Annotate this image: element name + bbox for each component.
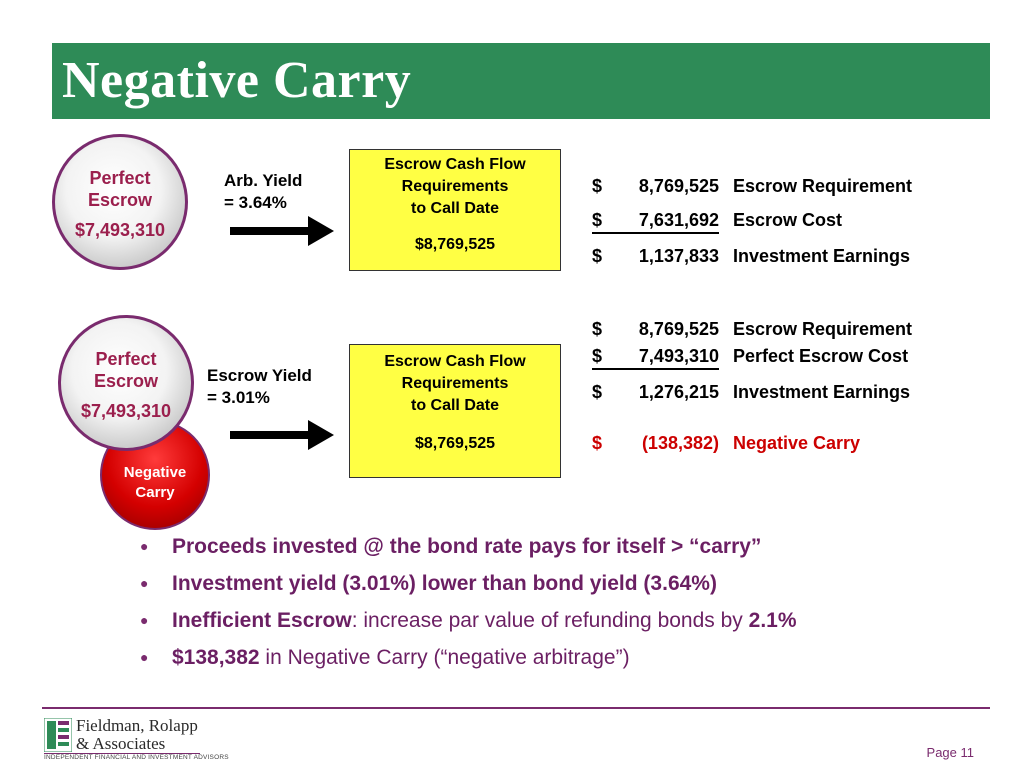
bottom-row-earnings bbox=[592, 380, 962, 404]
arb-yield-line2: = 3.64% bbox=[224, 193, 287, 212]
dollar-sign: $ bbox=[592, 382, 603, 402]
row-amount: 8,769,525 bbox=[638, 176, 719, 196]
top-row-earnings bbox=[592, 244, 962, 268]
bullet-bold-pct: 2.1% bbox=[748, 609, 797, 632]
escrow-yield-label bbox=[207, 365, 312, 409]
logo-mark-icon bbox=[44, 718, 72, 752]
arb-yield-label bbox=[224, 170, 302, 214]
bullet-item bbox=[140, 565, 1000, 602]
neg-circle-line1: Negative bbox=[123, 464, 187, 481]
bullet-text: in Negative Carry (“negative arbitrage”) bbox=[259, 646, 630, 669]
row-amount: 7,493,310 bbox=[638, 346, 719, 366]
row-label: Investment Earnings bbox=[733, 382, 911, 402]
circle-amount: $7,493,310 bbox=[74, 220, 166, 240]
company-logo bbox=[44, 716, 264, 764]
top-row-requirement bbox=[592, 174, 962, 198]
page-number: Page 11 bbox=[926, 745, 974, 760]
box-amount: $8,769,525 bbox=[414, 236, 496, 253]
logo-name-line2: & Associates bbox=[76, 734, 166, 753]
dollar-sign: $ bbox=[592, 210, 603, 230]
row-amount: 7,631,692 bbox=[638, 210, 719, 230]
row-label: Escrow Requirement bbox=[733, 319, 913, 339]
top-row-cost bbox=[592, 208, 962, 232]
title-bar bbox=[52, 43, 990, 119]
row-amount: 1,137,833 bbox=[638, 246, 719, 266]
bullet-bold: $138,382 bbox=[172, 646, 260, 669]
bullet-list bbox=[140, 528, 1000, 676]
escrow-cashflow-box-bottom bbox=[349, 344, 561, 478]
bottom-row-requirement bbox=[592, 317, 962, 341]
circle-line2: Escrow bbox=[93, 371, 159, 391]
row-amount: 8,769,525 bbox=[638, 319, 719, 339]
box-line3: to Call Date bbox=[410, 200, 499, 217]
bullet-item bbox=[140, 639, 1000, 676]
arrow-right-icon bbox=[230, 216, 334, 246]
logo-tagline: INDEPENDENT FINANCIAL AND INVESTMENT ADVISORS bbox=[44, 754, 229, 761]
bullet-item bbox=[140, 528, 1000, 565]
bullet-dot-icon: ● bbox=[140, 649, 149, 665]
bullet-dot-icon: ● bbox=[140, 538, 149, 554]
bullet-text: Investment yield (3.01%) lower than bond yield (3.64%) bbox=[172, 572, 717, 595]
dollar-sign: $ bbox=[592, 319, 603, 339]
row-label: Escrow Cost bbox=[733, 210, 843, 230]
neg-circle-line2: Carry bbox=[135, 484, 175, 501]
arb-yield-line1: Arb. Yield bbox=[224, 171, 303, 190]
bullet-text: : increase par value of refunding bonds by bbox=[351, 609, 749, 632]
dollar-sign: $ bbox=[592, 433, 603, 453]
escrow-yield-line2: = 3.01% bbox=[207, 388, 270, 407]
row-amount: (138,382) bbox=[641, 433, 719, 453]
box-line1: Escrow Cash Flow bbox=[384, 353, 526, 370]
row-label: Perfect Escrow Cost bbox=[733, 346, 909, 366]
perfect-escrow-circle-top bbox=[52, 134, 188, 270]
box-amount: $8,769,525 bbox=[414, 435, 496, 452]
slide-title: Negative Carry bbox=[62, 52, 412, 109]
bottom-row-cost bbox=[592, 344, 962, 368]
bullet-text: Proceeds invested @ the bond rate pays for itself > “carry” bbox=[172, 535, 762, 558]
circle-line1: Perfect bbox=[89, 168, 151, 188]
box-line3: to Call Date bbox=[410, 397, 499, 414]
bullet-bold: Inefficient Escrow bbox=[172, 609, 352, 632]
box-line2: Requirements bbox=[401, 375, 509, 392]
circle-line1: Perfect bbox=[95, 349, 157, 369]
bullet-dot-icon: ● bbox=[140, 612, 149, 628]
perfect-escrow-circle-bottom bbox=[58, 315, 194, 451]
bottom-row-negative-carry bbox=[592, 431, 962, 455]
dollar-sign: $ bbox=[592, 246, 603, 266]
box-line1: Escrow Cash Flow bbox=[384, 156, 526, 173]
footer-divider bbox=[42, 707, 990, 709]
bullet-item bbox=[140, 602, 1000, 639]
bullet-dot-icon: ● bbox=[140, 575, 149, 591]
dollar-sign: $ bbox=[592, 176, 603, 196]
escrow-yield-line1: Escrow Yield bbox=[207, 366, 312, 385]
row-label: Investment Earnings bbox=[733, 246, 911, 266]
escrow-cashflow-box-top bbox=[349, 149, 561, 271]
circle-amount: $7,493,310 bbox=[80, 401, 172, 421]
arrow-right-icon bbox=[230, 420, 334, 450]
box-line2: Requirements bbox=[401, 178, 509, 195]
row-label: Escrow Requirement bbox=[733, 176, 913, 196]
row-label: Negative Carry bbox=[733, 433, 861, 453]
dollar-sign: $ bbox=[592, 346, 603, 366]
logo-name-line1: Fieldman, Rolapp bbox=[76, 716, 198, 735]
row-amount: 1,276,215 bbox=[638, 382, 719, 402]
circle-line2: Escrow bbox=[87, 190, 153, 210]
